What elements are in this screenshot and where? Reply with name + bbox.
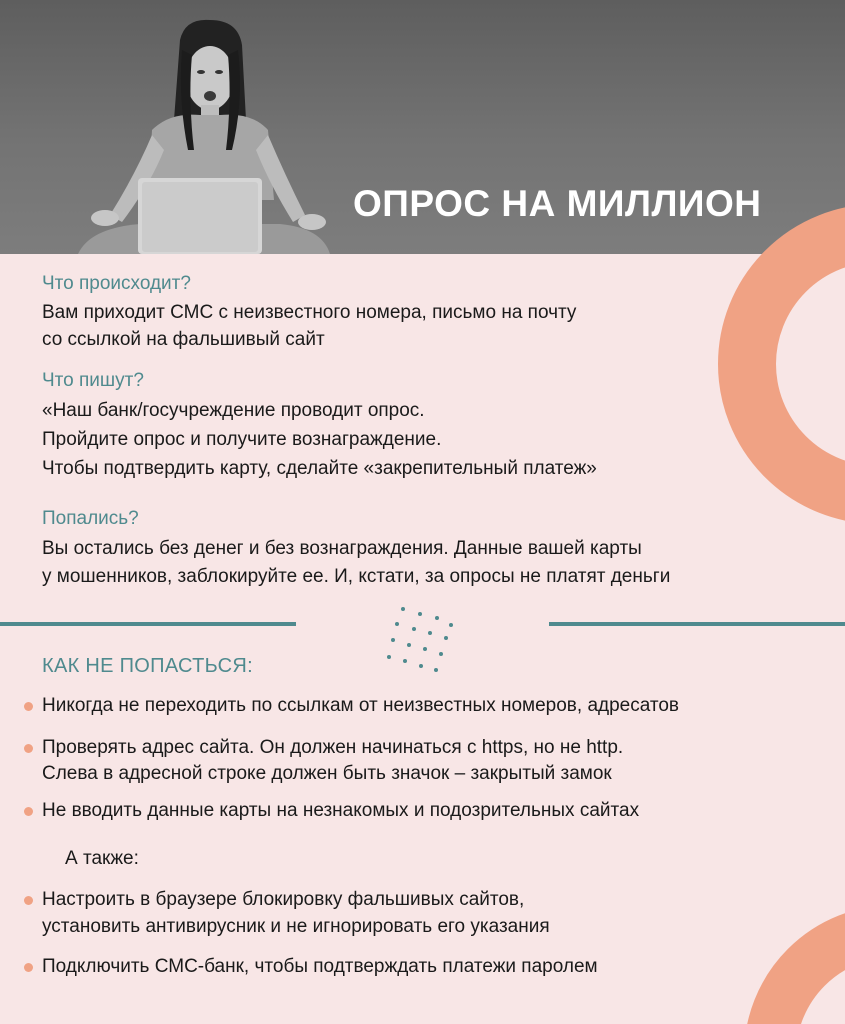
section-text-line: Вы остались без денег и без вознаграждения. Данные вашей карты <box>42 538 642 559</box>
section-text-line: «Наш банк/госучреждение проводит опрос. <box>42 400 425 421</box>
tip-line: Настроить в браузере блокировку фальшивых сайтов, <box>42 889 525 910</box>
bullet-icon <box>24 702 33 711</box>
tip-line: Никогда не переходить по ссылкам от неизвестных номеров, адресатов <box>42 695 680 716</box>
section-text-line: у мошенников, заблокируйте ее. И, кстати, за опросы не платят деньги <box>42 566 671 587</box>
section-text-line: Пройдите опрос и получите вознаграждение. <box>42 429 442 450</box>
tip-line: Проверять адрес сайта. Он должен начинаться с https, но не http. <box>42 737 624 758</box>
page-title: ОПРОС НА МИЛЛИОН <box>353 183 762 224</box>
section-text-line: Вам приходит СМС с неизвестного номера, письмо на почту <box>42 302 577 323</box>
divider-right <box>549 622 845 626</box>
howto-heading: КАК НЕ ПОПАСТЬСЯ: <box>42 655 253 677</box>
section-text-line: со ссылкой на фальшивый сайт <box>42 329 325 350</box>
decorative-ring-bottom <box>744 905 845 1024</box>
tip-line: Слева в адресной строке должен быть значок – закрытый замок <box>42 763 612 784</box>
bullet-icon <box>24 896 33 905</box>
divider-left <box>0 622 296 626</box>
header-banner <box>0 0 845 254</box>
tip-line: установить антивирусник и не игнорировать его указания <box>42 916 550 937</box>
tip-line: Подключить СМС-банк, чтобы подтверждать платежи паролем <box>42 956 598 977</box>
bullet-icon <box>24 963 33 972</box>
section-label-what-they-write: Что пишут? <box>42 370 144 391</box>
woman-with-laptop-illustration <box>60 0 350 254</box>
decorative-dots <box>380 605 470 675</box>
bullet-icon <box>24 807 33 816</box>
bullet-icon <box>24 744 33 753</box>
also-label: А также: <box>65 848 139 869</box>
section-text-line: Чтобы подтвердить карту, сделайте «закрепительный платеж» <box>42 458 597 479</box>
section-label-what-happens: Что происходит? <box>42 273 191 294</box>
tip-line: Не вводить данные карты на незнакомых и подозрительных сайтах <box>42 800 640 821</box>
section-label-caught: Попались? <box>42 508 139 529</box>
